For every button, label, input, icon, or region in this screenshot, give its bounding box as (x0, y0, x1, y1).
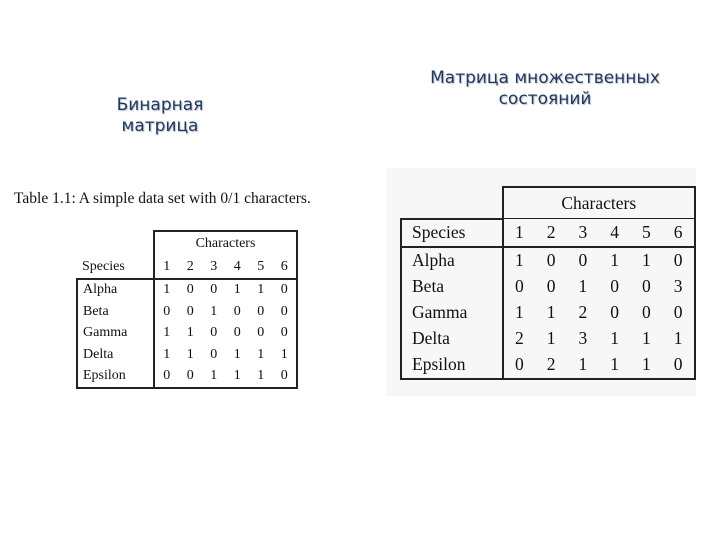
species-name: Delta (77, 344, 154, 366)
character-value: 1 (599, 352, 631, 379)
character-value: 0 (610, 276, 619, 296)
column-number: 6 (662, 219, 695, 247)
character-value: 0 (641, 302, 651, 322)
character-value: 1 (273, 344, 298, 366)
binary-matrix-table (76, 230, 298, 389)
character-value: 0 (662, 352, 695, 379)
table-row (77, 323, 297, 345)
species-name: Alpha (77, 279, 154, 302)
character-value: 1 (186, 346, 194, 362)
character-value: 1 (578, 276, 588, 296)
character-value: 0 (273, 366, 298, 389)
character-value: 2 (535, 352, 567, 379)
column-number: 1 (154, 256, 179, 279)
species-name: Beta (77, 301, 154, 323)
character-value: 1 (154, 323, 179, 345)
column-number: 5 (630, 219, 662, 247)
character-value: 0 (179, 366, 203, 389)
character-value: 1 (630, 247, 662, 274)
character-value: 0 (535, 247, 567, 274)
heading-line: матрица (121, 116, 199, 136)
table-row (401, 352, 695, 379)
characters-header: Characters (154, 231, 297, 256)
character-value: 0 (186, 303, 194, 319)
species-name: Delta (401, 326, 503, 352)
species-name: Epsilon (401, 352, 503, 379)
character-value: 0 (273, 279, 298, 302)
character-value: 0 (610, 302, 619, 322)
character-value: 0 (662, 247, 695, 274)
character-value: 3 (578, 328, 588, 348)
table-row (77, 279, 297, 302)
heading-line: Бинарная (116, 95, 204, 115)
species-name: Gamma (401, 300, 503, 326)
character-value: 1 (630, 352, 662, 379)
character-value: 1 (567, 352, 599, 379)
table-row (401, 326, 695, 352)
table-caption: Table 1.1: A simple data set with 0/1 characters. (14, 190, 311, 207)
character-value: 0 (257, 325, 265, 341)
header-row (77, 231, 297, 256)
character-value: 0 (179, 279, 203, 302)
column-header-row (401, 219, 695, 247)
character-value: 1 (226, 366, 250, 389)
column-number: 2 (186, 258, 194, 274)
table-row (401, 247, 695, 274)
character-value: 1 (210, 303, 218, 319)
character-value: 0 (273, 301, 298, 323)
character-value: 2 (578, 302, 588, 322)
character-value: 1 (249, 366, 273, 389)
character-value: 1 (503, 300, 536, 326)
character-value: 1 (233, 346, 241, 362)
character-value: 2 (503, 326, 536, 352)
character-value: 1 (546, 328, 556, 348)
species-header: Species (82, 258, 125, 274)
character-value: 0 (503, 274, 536, 300)
species-name: Gamma (77, 323, 154, 345)
column-number: 6 (273, 256, 298, 279)
column-number: 5 (257, 258, 265, 274)
column-header-row (77, 256, 297, 279)
table-row (77, 366, 297, 389)
character-value: 0 (257, 303, 265, 319)
multistate-table-scan (386, 168, 696, 396)
character-value: 0 (233, 325, 241, 341)
characters-header: Characters (503, 187, 695, 219)
character-value: 1 (154, 344, 179, 366)
column-number: 2 (535, 219, 567, 247)
character-value: 0 (641, 276, 651, 296)
table-row (77, 301, 297, 323)
character-value: 0 (567, 247, 599, 274)
multistate-matrix-table (400, 186, 696, 380)
table-row (77, 344, 297, 366)
character-value: 1 (662, 326, 695, 352)
character-value: 1 (599, 247, 631, 274)
empty-cell (77, 231, 154, 256)
column-number: 4 (599, 219, 631, 247)
binary-table-scan (6, 178, 371, 400)
binary-matrix-heading (100, 95, 220, 137)
column-number: 4 (233, 258, 241, 274)
species-header: Species (401, 219, 503, 247)
character-value: 1 (249, 279, 273, 302)
species-name: Beta (401, 274, 503, 300)
character-value: 0 (503, 352, 536, 379)
character-value: 1 (641, 328, 651, 348)
character-value: 0 (202, 279, 226, 302)
table-row (401, 300, 695, 326)
character-value: 0 (273, 323, 298, 345)
species-name: Alpha (401, 247, 503, 274)
character-value: 0 (546, 276, 556, 296)
character-value: 0 (154, 301, 179, 323)
table-row (401, 274, 695, 300)
character-value: 0 (154, 366, 179, 389)
character-value: 1 (257, 346, 265, 362)
character-value: 0 (662, 300, 695, 326)
character-value: 1 (610, 328, 619, 348)
species-name: Epsilon (77, 366, 154, 389)
column-number: 1 (503, 219, 536, 247)
column-number: 3 (567, 219, 599, 247)
character-value: 1 (503, 247, 536, 274)
character-value: 0 (210, 346, 218, 362)
empty-cell (401, 187, 503, 219)
character-value: 0 (210, 325, 218, 341)
heading-line: состояний (498, 89, 592, 109)
heading-line: Матрица множественных (430, 68, 660, 88)
multistate-matrix-heading (395, 68, 695, 110)
character-value: 1 (202, 366, 226, 389)
character-value: 1 (154, 279, 179, 302)
character-value: 1 (226, 279, 250, 302)
character-value: 1 (186, 325, 194, 341)
character-value: 1 (546, 302, 556, 322)
character-value: 0 (233, 303, 241, 319)
header-row (401, 187, 695, 219)
column-number: 3 (210, 258, 218, 274)
character-value: 3 (662, 274, 695, 300)
